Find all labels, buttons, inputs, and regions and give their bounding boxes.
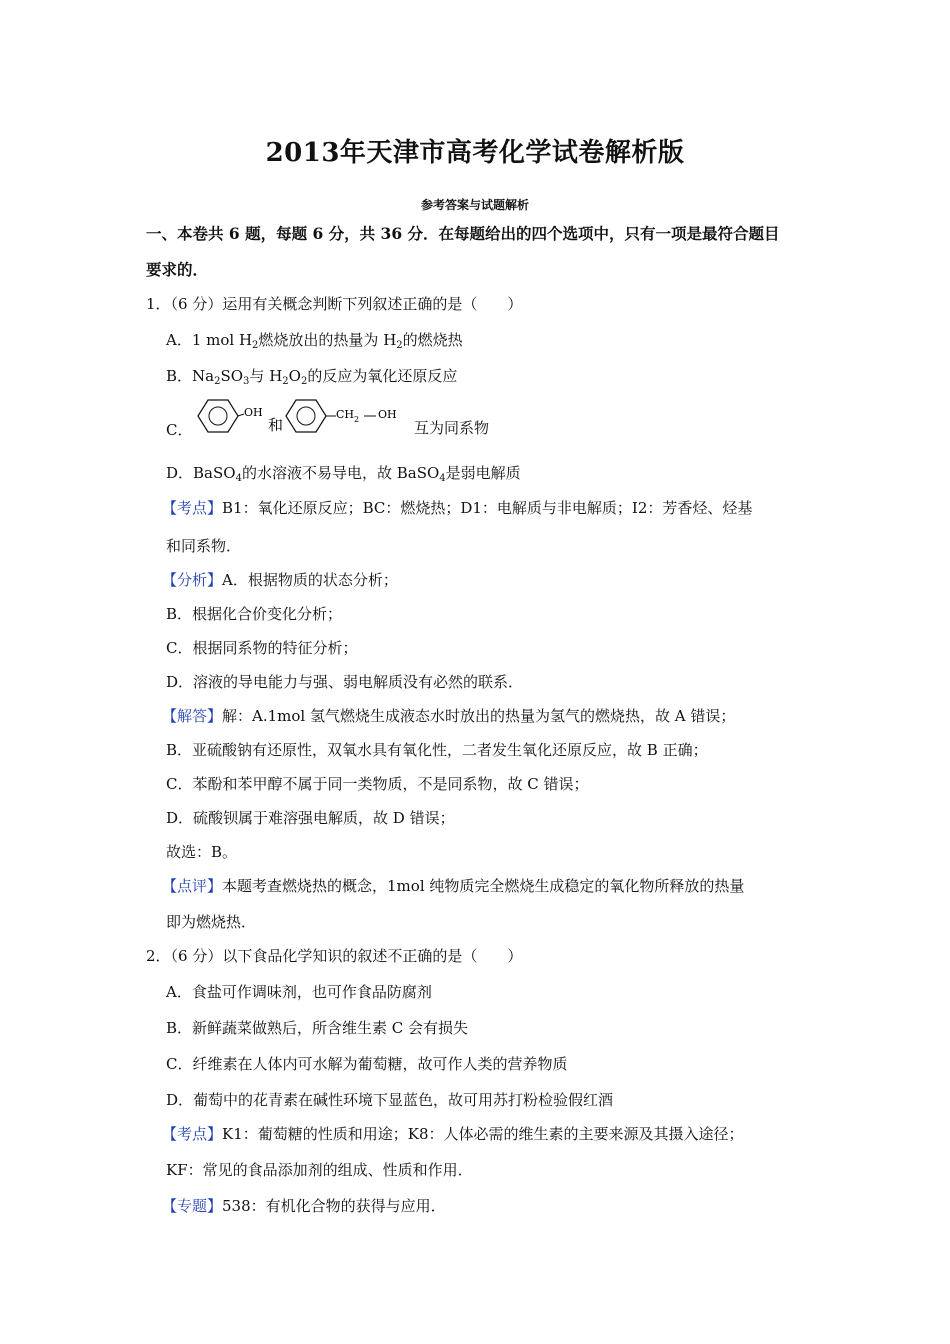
q1-option-c-prefix: C．	[166, 421, 193, 439]
q1-fenxi: 【分析】A．根据物质的状态分析；	[162, 571, 398, 589]
q1-jieda-d: D．硫酸钡属于难溶强电解质，故 D 错误；	[166, 809, 455, 827]
q2-option-b: B．新鲜蔬菜做熟后，所含维生素 C 会有损失	[166, 1019, 469, 1037]
q1-fenxi-d: D．溶液的导电能力与强、弱电解质没有必然的联系．	[166, 673, 524, 691]
q1-dianping: 【点评】本题考查燃烧热的概念，1mol 纯物质完全燃烧生成稳定的氧化物所释放的热量	[162, 877, 745, 895]
fenxi-tag: 【分析】	[162, 571, 223, 589]
q1-kaodian: 【考点】B1：氧化还原反应；BC：燃烧热；D1：电解质与非电解质；I2：芳香烃、烃基	[162, 499, 753, 517]
q1-option-c-and: 和	[268, 416, 284, 434]
section-heading-line2: 要求的．	[146, 260, 209, 279]
q1-kaodian-cont: 和同系物．	[166, 537, 242, 555]
q1-fenxi-c: C．根据同系物的特征分析；	[166, 639, 358, 657]
q1-jieda: 【解答】解：A.1mol 氢气燃烧生成液态水时放出的热量为氢气的燃烧热，故 A 错误；	[162, 707, 736, 725]
phenol-oh-label: OH	[244, 406, 263, 419]
document-title: 2013年天津市高考化学试卷解析版	[265, 138, 685, 168]
document-subtitle: 参考答案与试题解析	[420, 198, 529, 212]
benzyl-alcohol-structure	[286, 400, 397, 432]
q1-dianping-cont: 即为燃烧热．	[166, 913, 257, 931]
phenol-structure	[198, 400, 263, 432]
q1-answer: 故选：B。	[166, 843, 238, 861]
q1-option-a: A．1 mol $H_2$燃烧放出的热量为 $H_2$的燃烧热	[166, 331, 463, 351]
q1-stem: 1．（6 分）运用有关概念判断下列叙述正确的是（ ）	[146, 295, 523, 313]
q2-stem: 2．（6 分）以下食品化学知识的叙述不正确的是（ ）	[146, 947, 523, 965]
q2-kaodian: 【考点】K1：葡萄糖的性质和用途；K8：人体必需的维生素的主要来源及其摄入途径；	[162, 1125, 744, 1143]
kaodian-tag: 【考点】	[162, 499, 223, 517]
q1-option-b: B．$Na_2SO_3$与 $H_2O_2$的反应为氧化还原反应	[166, 367, 458, 387]
q1-option-c-suffix: 互为同系物	[414, 419, 490, 437]
jieda-tag: 【解答】	[162, 707, 223, 725]
benzyl-oh-label: OH	[378, 408, 397, 421]
q1-option-c-structures	[188, 398, 412, 438]
q2-option-d: D．葡萄中的花青素在碱性环境下显蓝色，故可用苏打粉检验假红酒	[166, 1091, 614, 1109]
kaodian-tag: 【考点】	[162, 1125, 223, 1143]
q2-zhuanti: 【专题】538：有机化合物的获得与应用．	[162, 1197, 446, 1215]
q1-jieda-c: C．苯酚和苯甲醇不属于同一类物质，不是同系物，故 C 错误；	[166, 775, 589, 793]
q1-option-d: D．BaSO$_4$的水溶液不易导电，故 BaSO$_4$是弱电解质	[166, 464, 521, 484]
q2-option-c: C．纤维素在人体内可水解为葡萄糖，故可作人类的营养物质	[166, 1055, 568, 1073]
q1-fenxi-b: B．根据化合价变化分析；	[166, 605, 343, 623]
section-heading-line1: 一、本卷共 6 题，每题 6 分，共 36 分．在每题给出的四个选项中，只有一项是最符合题目	[146, 224, 780, 243]
dianping-tag: 【点评】	[162, 877, 223, 895]
zhuanti-tag: 【专题】	[162, 1197, 223, 1215]
q2-option-a: A．食盐可作调味剂，也可作食品防腐剂	[166, 983, 432, 1001]
q1-jieda-b: B．亚硫酸钠有还原性，双氧水具有氧化性，二者发生氧化还原反应，故 B 正确；	[166, 741, 708, 759]
q2-kaodian-cont: KF：常见的食品添加剂的组成、性质和作用．	[166, 1161, 473, 1179]
ch2-label: $CH_2$	[336, 408, 360, 424]
